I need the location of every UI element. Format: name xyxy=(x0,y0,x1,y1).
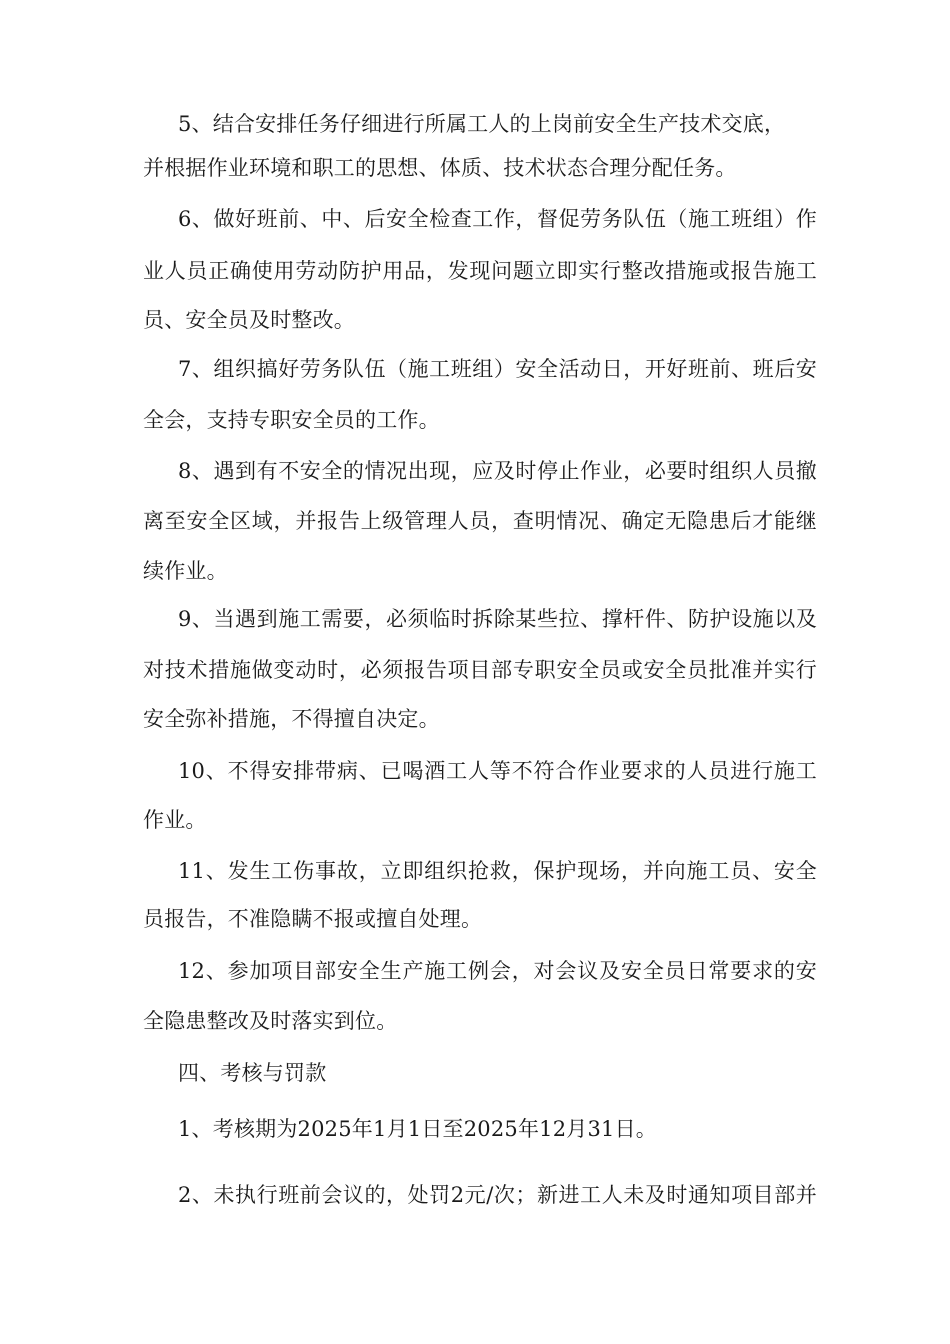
text-line: 10、不得安排带病、已喝酒工人等不符合作业要求的人员进行施工 xyxy=(178,759,817,783)
text-line: 5、结合安排任务仔细进行所属工人的上岗前安全生产技术交底， xyxy=(178,112,786,136)
text-line: 2、未执行班前会议的，处罚2元/次；新进工人未及时通知项目部并 xyxy=(178,1183,817,1207)
text-line: 1、考核期为2025年1月1日至2025年12月31日。 xyxy=(178,1117,658,1141)
text-line: 作业。 xyxy=(143,808,207,832)
text-line: 全隐患整改及时落实到位。 xyxy=(143,1009,398,1033)
text-line: 对技术措施做变动时，必须报告项目部专职安全员或安全员批准并实行 xyxy=(143,658,817,682)
text-line: 员、安全员及时整改。 xyxy=(143,308,355,332)
text-line: 并根据作业环境和职工的思想、体质、技术状态合理分配任务。 xyxy=(143,156,737,180)
text-line: 续作业。 xyxy=(143,559,228,583)
section-heading: 四、考核与罚款 xyxy=(178,1061,327,1085)
text-line: 7、组织搞好劳务队伍（施工班组）安全活动日，开好班前、班后安 xyxy=(178,357,817,381)
text-line: 6、做好班前、中、后安全检查工作，督促劳务队伍（施工班组）作 xyxy=(178,207,817,231)
text-line: 离至安全区域，并报告上级管理人员，查明情况、确定无隐患后才能继 xyxy=(143,509,817,533)
text-line: 11、发生工伤事故，立即组织抢救，保护现场，并向施工员、安全 xyxy=(178,859,817,883)
text-line: 9、当遇到施工需要，必须临时拆除某些拉、撑杆件、防护设施以及 xyxy=(178,607,817,631)
text-line: 业人员正确使用劳动防护用品，发现问题立即实行整改措施或报告施工 xyxy=(143,259,817,283)
text-line: 8、遇到有不安全的情况出现，应及时停止作业，必要时组织人员撤 xyxy=(178,459,817,483)
text-line: 全会，支持专职安全员的工作。 xyxy=(143,408,440,432)
text-line: 安全弥补措施，不得擅自决定。 xyxy=(143,707,440,731)
text-line: 员报告，不准隐瞒不报或擅自处理。 xyxy=(143,907,483,931)
text-line: 12、参加项目部安全生产施工例会，对会议及安全员日常要求的安 xyxy=(178,959,817,983)
